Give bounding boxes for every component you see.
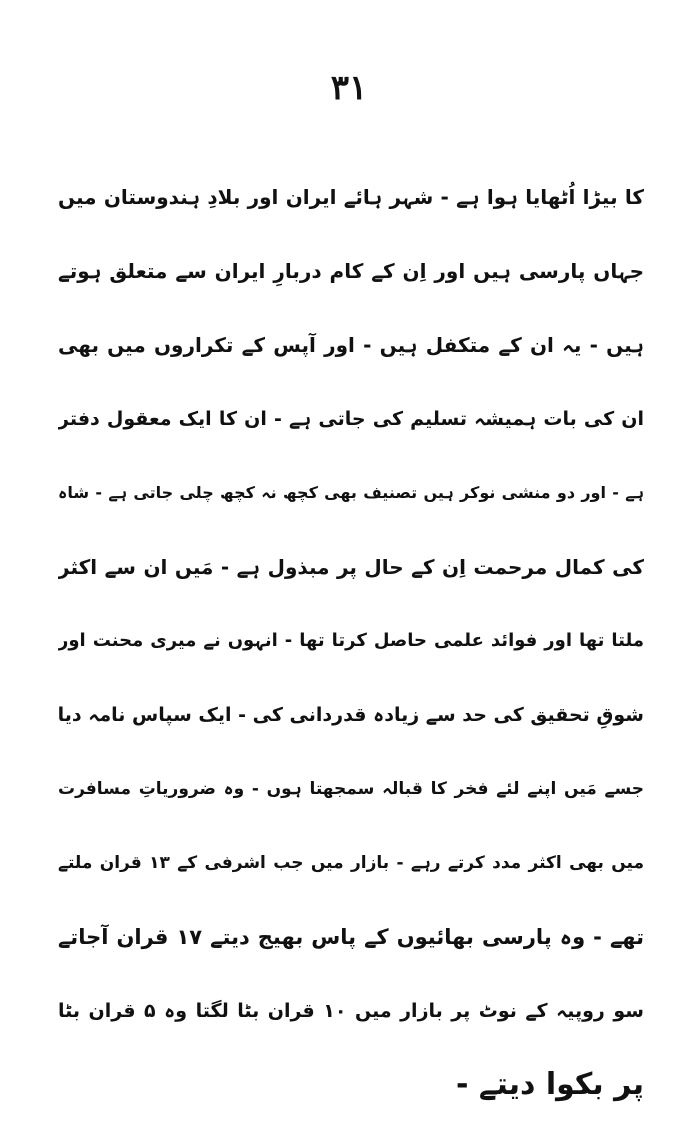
text-line: ہے - اور دو منشی نوکر ہیں تصنیف بھی کچھ نہ کچھ چلی جاتی ہے - شاہ <box>58 483 644 502</box>
text-line: میں بھی اکثر مدد کرتے رہے - بازار میں جب اشرفی کے ۱۳ قران ملتے <box>58 853 644 873</box>
text-line: کی کمال مرحمت اِن کے حال پر مبذول ہے - مَیں ان سے اکثر <box>58 555 644 579</box>
text-line: شوقِ تحقیق کی حد سے زیادہ قدردانی کی - ایک سپاس نامہ دیا <box>58 704 644 726</box>
text-line: ان کی بات ہمیشہ تسلیم کی جاتی ہے - ان کا ایک معقول دفتر <box>58 408 644 430</box>
text-line: کا بیڑا اُٹھایا ہوا ہے - شہر ہائے ایران اور بلادِ ہندوستان میں <box>58 185 644 209</box>
text-line: سو روپیہ کے نوٹ پر بازار میں ۱۰ قران بٹا لگتا وہ ۵ قران بٹا <box>58 1000 644 1022</box>
text-line: جہاں پارسی ہیں اور اِن کے کام دربارِ ایران سے متعلق ہوتے <box>58 259 644 283</box>
body-text <box>58 160 644 1122</box>
text-line: ملتا تھا اور فوائد علمی حاصل کرتا تھا - انہوں نے میری محنت اور <box>58 630 644 651</box>
text-line: جسے مَیں اپنے لئے فخر کا قبالہ سمجھتا ہوں - وہ ضروریاتِ مسافرت <box>58 779 644 799</box>
text-line: تھے - وہ پارسی بھائیوں کے پاس بھیج دیتے ۱۷ قران آجاتے <box>58 925 644 949</box>
text-line: ہیں - یہ ان کے متکفل ہیں - اور آپس کے تکراروں میں بھی <box>58 333 644 357</box>
text-line: پر بکوا دیتے - <box>456 1067 644 1102</box>
page-number: ۳۱ <box>330 68 368 108</box>
